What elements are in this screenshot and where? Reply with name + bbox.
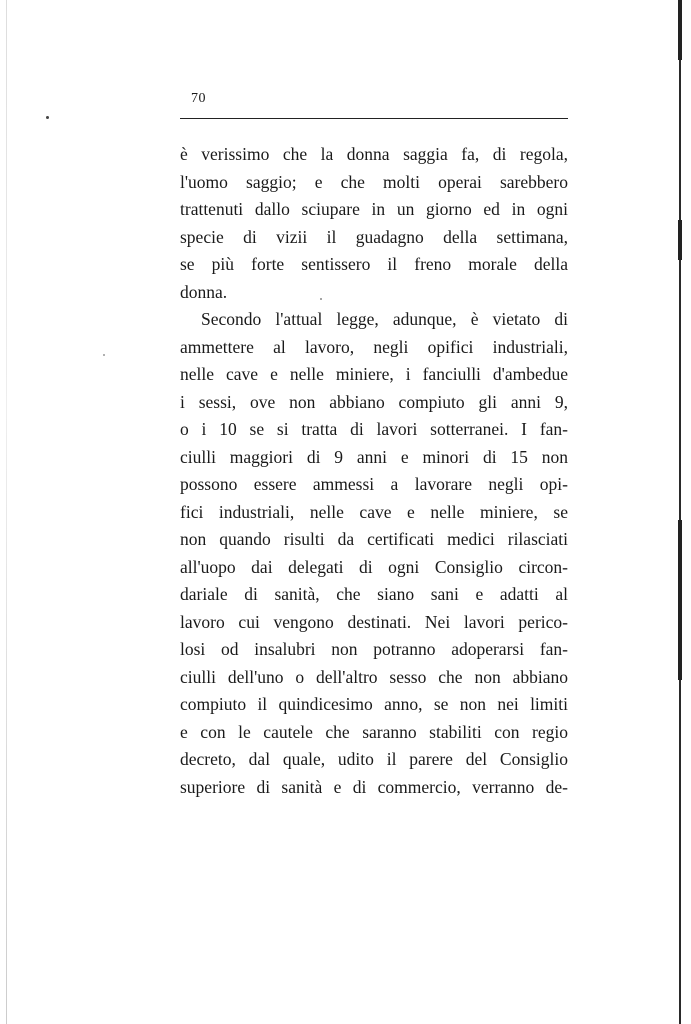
text-line: i sessi, ove non abbiano compiuto gli anni 9, [180,391,568,412]
text-line: dariale di sanità, che siano sani e adatti al [180,584,568,604]
border-segment [678,520,682,680]
text-line: decreto, dal quale, udito il parere del Consiglio [180,749,568,769]
text-line: trattenuti dallo sciupare in un giorno ed in ogni [180,199,568,219]
text-line: all'uopo dai delegati di ogni Consiglio circon- [180,556,568,577]
page-number: 70 [191,91,206,106]
text-line: compiuto il quindicesimo anno, se non nei limiti [180,694,568,714]
text-line: ciulli dell'uno o dell'altro sesso che non abbiano [180,666,568,687]
text-line: fici industriali, nelle cave e nelle miniere, se [180,501,568,522]
border-segment [678,0,682,60]
border-segment [678,220,682,260]
scan-speck [46,116,49,119]
text-line: o i 10 se si tratta di lavori sotterranei. I fan- [180,419,568,439]
text-line: donna. [180,281,228,302]
header-rule [180,118,568,119]
body-text [180,141,568,801]
text-line: se più forte sentissero il freno morale della [180,254,568,274]
text-line: specie di vizii il guadagno della settimana, [180,226,568,247]
text-line: ciulli maggiori di 9 anni e minori di 15 non [180,446,568,467]
text-line: non quando risulti da certificati medici rilasciati [180,529,568,549]
text-line: ammettere al lavoro, negli opifici industriali, [180,336,568,357]
text-line: possono essere ammessi a lavorare negli opi- [180,474,568,494]
text-line: Secondo l'attual legge, adunque, è vietato di [201,309,568,329]
text-line: l'uomo saggio; e che molti operai sarebbero [180,171,568,192]
scan-left-edge [6,0,7,1024]
text-line: e con le cautele che saranno stabiliti con regio [180,721,568,742]
scan-speck [103,354,105,356]
text-line: losi od insalubri non potranno adoperarsi fan- [180,639,568,659]
text-line: superiore di sanità e di commercio, verranno de- [180,776,568,797]
scan-right-border [679,0,687,1024]
text-line: è verissimo che la donna saggia fa, di regola, [180,144,568,164]
text-line: nelle cave e nelle miniere, i fanciulli d'ambedue [180,364,568,384]
text-line: lavoro cui vengono destinati. Nei lavori perico- [180,611,568,632]
